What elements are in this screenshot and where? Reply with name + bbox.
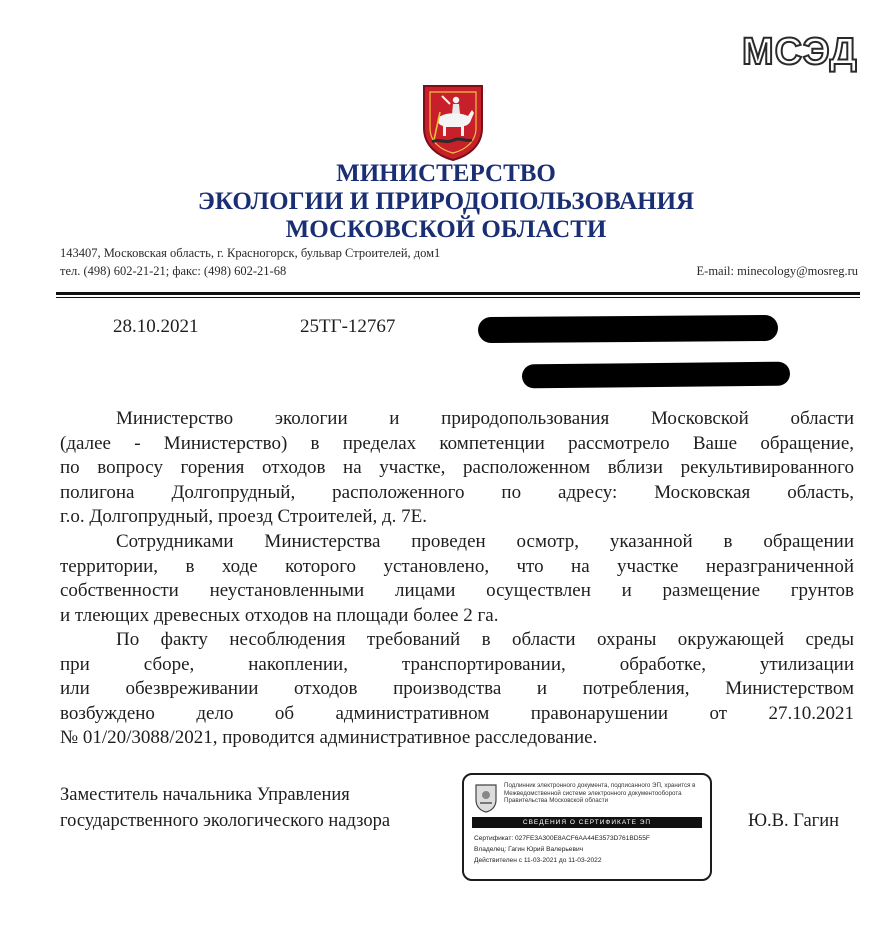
paragraph-line: собственности неустановленными лицами осуществлен и размещение грунтов <box>60 580 854 601</box>
header-divider-thick <box>56 292 860 295</box>
stamp-certificate-header: СВЕДЕНИЯ О СЕРТИФИКАТЕ ЭП <box>472 817 702 828</box>
signer-position-line-2: государственного экологического надзора <box>60 811 391 831</box>
ministry-address: 143407, Московская область, г. Красногорск, бульвар Строителей, дом1 <box>60 246 441 260</box>
paragraph-line: или обезвреживании отходов производства и потребления, Министерством <box>60 678 854 699</box>
electronic-signature-stamp <box>462 773 712 881</box>
msed-system-mark: МСЭД <box>742 31 858 73</box>
paragraph-line: и тлеющих древесных отходов на площади более 2 га. <box>60 604 499 626</box>
paragraph-line: (далее - Министерство) в пределах компетенции рассмотрело Ваше обращение, <box>60 432 854 454</box>
stamp-certificate-validity: Действителен с 11-03-2021 до 11-03-2022 <box>474 857 602 864</box>
ministry-title-line-2: ЭКОЛОГИИ И ПРИРОДОПОЛЬЗОВАНИЯ <box>197 188 695 215</box>
paragraph-line: По факту несоблюдения требований в области охраны окружающей среды <box>116 629 854 650</box>
paragraph-line: г.о. Долгопрудный, проезд Строителей, д. 7Е. <box>60 506 428 527</box>
paragraph-line: Министерство экологии и природопользования Московской области <box>116 408 854 429</box>
signer-name: Ю.В. Гагин <box>748 811 840 831</box>
body-paragraph-2 <box>60 530 854 628</box>
paragraph-line: № 01/20/3088/2021, проводится административное расследование. <box>60 727 598 748</box>
body-paragraph-3 <box>60 628 854 751</box>
paragraph-line: возбуждено дело об административном правонарушении от 27.10.2021 <box>60 702 854 724</box>
moscow-oblast-emblem-small-icon <box>474 783 498 813</box>
ministry-phones: тел. (498) 602-21-21; факс: (498) 602-21-68 <box>60 264 287 278</box>
body-paragraph-1 <box>60 407 854 530</box>
paragraph-line: полигона Долгопрудный, расположенного по адресу: Московская область, <box>60 481 854 503</box>
ministry-title-line-1: МИНИСТЕРСТВО <box>336 160 556 187</box>
paragraph-line: Сотрудниками Министерства проведен осмотр, указанной в обращении <box>116 531 854 552</box>
document-reg-number: 25ТГ-12767 <box>300 316 396 337</box>
document-date: 28.10.2021 <box>113 316 199 337</box>
stamp-certificate-owner: Владелец: Гагин Юрий Валерьевич <box>474 846 584 853</box>
ministry-title-line-3: МОСКОВСКОЙ ОБЛАСТИ <box>285 216 607 243</box>
stamp-note: Подлинник электронного документа, подписанного ЭП, хранится в Межведомственной системе электронного документооборота Правительства Московской области <box>504 782 696 805</box>
paragraph-line: по вопросу горения отходов на участке, расположенном вблизи рекультивированного <box>60 457 854 478</box>
signer-position-line-1: Заместитель начальника Управления <box>60 785 350 805</box>
paragraph-line: территории, в ходе которого установлено, что на участке неразграниченной <box>60 555 854 577</box>
redaction-bar-email <box>522 362 790 389</box>
stamp-certificate-number: Сертификат: 027FE3A300E8ACF6AA44E3573D761BD55F <box>474 835 650 842</box>
redaction-bar-recipient <box>478 315 778 343</box>
ministry-email: E-mail: minecology@mosreg.ru <box>696 264 858 278</box>
paragraph-line: при сборе, накоплении, транспортировании, обработке, утилизации <box>60 653 854 675</box>
header-divider-thin <box>56 297 860 298</box>
moscow-oblast-coat-of-arms-icon <box>420 82 486 162</box>
